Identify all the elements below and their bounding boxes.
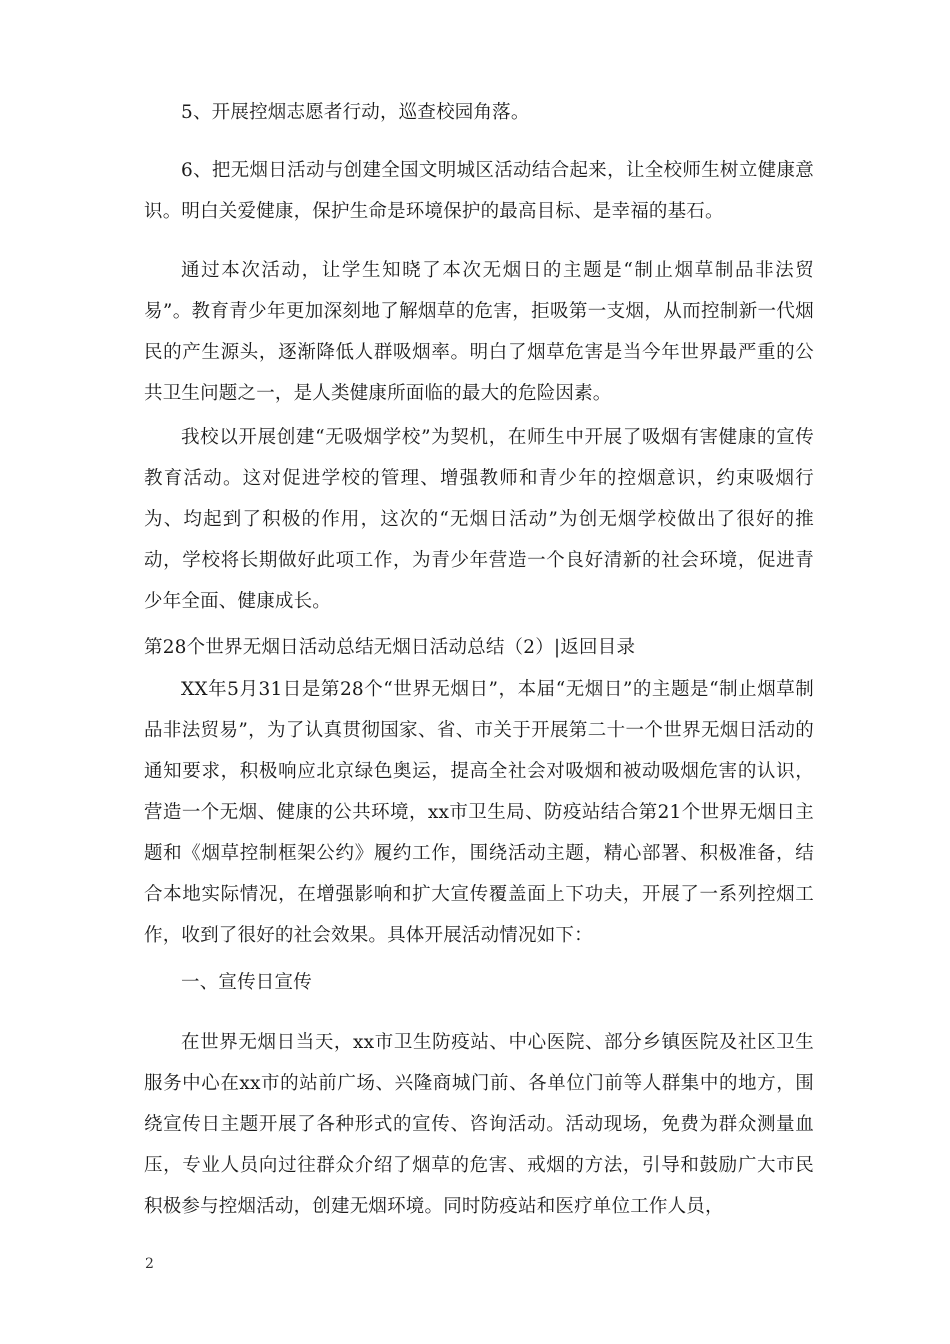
paragraph-intro: XX年5月31日是第28个“世界无烟日”，本届“无烟日”的主题是“制止烟草制品非法贸易”，为了认真贯彻国家、省、市关于开展第二十一个世界无烟日活动的通知要求，积极响应北京绿色奥运，提高全社会对吸烟和被动吸烟危害的认识，营造一个无烟、健康的公共环境，xx市卫生局、防疫站结合第21个世界无烟日主题和《烟草控制框架公约》履约工作，围绕活动主题，精心部署、积极准备，结合本地实际情况，在增强影响和扩大宣传覆盖面上下功夫，开展了一系列控烟工作，收到了很好的社会效果。具体开展活动情况如下： xyxy=(144,679,814,946)
section-heading: 第28个世界无烟日活动总结无烟日活动总结（2）|返回目录 xyxy=(144,637,636,658)
subheading-publicity-day: 一、宣传日宣传 xyxy=(181,972,312,993)
paragraph-activity-summary: 通过本次活动，让学生知晓了本次无烟日的主题是“制止烟草制品非法贸易”。教育青少年更加深刻地了解烟草的危害，拒吸第一支烟，从而控制新一代烟民的产生源头，逐渐降低人群吸烟率。明白了烟草危害是当今年世界最严重的公共卫生问题之一，是人类健康所面临的最大的危险因素。 xyxy=(144,260,814,404)
paragraph-item-5: 5、开展控烟志愿者行动，巡查校园角落。 xyxy=(181,102,530,123)
paragraph-publicity-details: 在世界无烟日当天，xx市卫生防疫站、中心医院、部分乡镇医院及社区卫生服务中心在xx市的站前广场、兴隆商城门前、各单位门前等人群集中的地方，围绕宣传日主题开展了各种形式的宣传、咨询活动。活动现场，免费为群众测量血压，专业人员向过往群众介绍了烟草的危害、戒烟的方法，引导和鼓励广大市民积极参与控烟活动，创建无烟环境。同时防疫站和医疗单位工作人员， xyxy=(144,1032,814,1217)
paragraph-item-6: 6、把无烟日活动与创建全国文明城区活动结合起来，让全校师生树立健康意识。明白关爱健康，保护生命是环境保护的最高目标、是幸福的基石。 xyxy=(144,160,814,222)
page-number: 2 xyxy=(145,1256,154,1272)
paragraph-school-initiative: 我校以开展创建“无吸烟学校”为契机，在师生中开展了吸烟有害健康的宣传教育活动。这对促进学校的管理、增强教师和青少年的控烟意识，约束吸烟行为、均起到了积极的作用，这次的“无烟日活动”为创无烟学校做出了很好的推动，学校将长期做好此项工作，为青少年营造一个良好清新的社会环境，促进青少年全面、健康成长。 xyxy=(144,427,814,612)
